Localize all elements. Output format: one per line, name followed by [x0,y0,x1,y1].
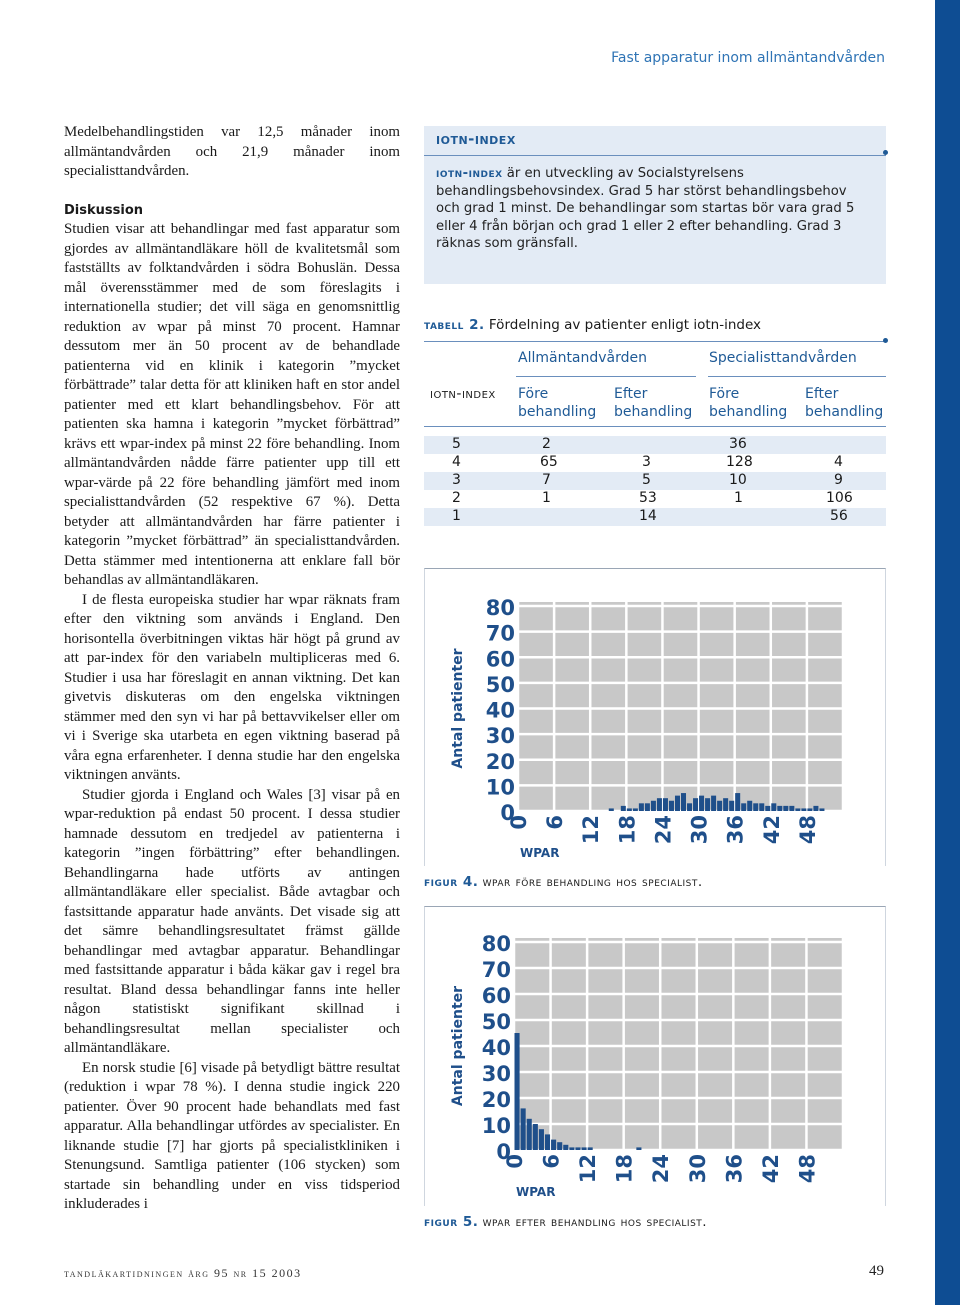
y-tick-label: 0 [496,1140,511,1164]
x-tick-label: 18 [612,1154,637,1184]
bar [801,808,806,811]
bar [681,793,686,811]
page-number: 49 [869,1263,884,1279]
table-cell: 7 [542,472,551,488]
table-cell: 1 [452,508,461,524]
bar [765,806,770,811]
y-axis-label: Antal patienter [450,985,466,1107]
bar [657,798,662,811]
paragraph: I de flesta europeiska studier har wpar räknats fram efter den viktning som används i England. Den horisontella överbitningen viktas här högt på grund av att par-index för den variabeln multipliceras med 6. Studier i usa har föreslagit en annan viktning. Det kan givetvis diskuteras om den engelska viktningen stämmer med den syn vi har på bettavvikelser eller om vi i Sverige ska utarbeta en egen viktning baserad på våra egna erfarenheter. I denna studie har den engelska viktningen använts. [64,591,400,783]
bar [551,1140,556,1150]
table-cell: 106 [826,490,853,506]
y-tick-label: 70 [481,958,511,982]
bar [747,801,752,811]
bar [807,808,812,811]
divider [424,155,886,156]
bar [588,1147,593,1150]
table-cell: 53 [639,490,657,506]
bar [729,801,734,811]
figure-label: figur 4. [424,874,479,890]
table-row [424,508,886,526]
table-title [424,317,761,333]
bar [675,796,680,811]
bar [813,806,818,811]
y-tick-label: 80 [485,596,515,620]
y-tick-label: 30 [481,1062,511,1086]
table-column-header: Före behandling [518,386,597,420]
plot-area [518,602,843,811]
table-cell: 2 [452,490,461,506]
table-cell: 3 [452,472,461,488]
bar [705,798,710,811]
y-tick-label: 60 [481,984,511,1008]
bar [771,803,776,811]
bar [539,1129,544,1150]
bar [735,793,740,811]
y-tick-label: 50 [481,1010,511,1034]
divider [424,426,886,427]
bar [563,1145,568,1150]
x-tick-label: 12 [579,815,604,845]
bar [533,1124,538,1150]
table-cell: 36 [729,436,747,452]
x-tick-label: 6 [543,815,568,830]
bar [636,1147,641,1150]
paragraph: Studien visar att behandlingar med fast apparatur som gjordes av allmäntandläkare höll de kvalitetsmål som fastställts av folktandvården i södra Bohuslän. Dessa mål överensstämmer med de som föreslagits i internationella studier; det vill säga en genomsnittlig reduktion av wpar på minst 70 procent. Hamnar dessutom mer än 50 procent av de behandlade patienterna vid en klinik i kategorin ”mycket förbättrade” talar detta för att kliniken haft en stor andel patienter med ett klart behandlingsbehov. För att patienten ska hamna i kategorin ”mycket förbättrad” krävs ett wpar-index på minst 22 före behandling. Inom allmäntandvården nådde färre patienter upp till ett wpar-värde på 22 före behandling jämfört med inom specialisttandvården (52 respektive 67 %). Detta betyder att allmäntandvården har färre patienter i kategorin ”mycket förbättrad” än specialisttandvården. Detta stämmer med intentionerna att enklare fall bör behandlas av allmäntandläkaren. [64,221,400,588]
y-tick-label: 40 [481,1036,511,1060]
table-cell: 4 [834,454,843,470]
table-column-header: Efter behandling [805,386,884,420]
x-tick-label: 24 [651,815,676,845]
info-box-text: är en utveckling av Socialstyrelsens behandlingsbehovsindex. Grad 5 har störst behandlingsbehov och grad 1 minst. De behandlingar som startas bör vara grad 5 eller 4 från början och grad 1 eller 2 efter behandling. Grad 3 räknas som gränsfall. [436,166,855,252]
figure-label: figur 5. [424,1214,479,1230]
table-cell: 56 [830,508,848,524]
x-tick-label: 48 [795,1154,820,1184]
bar [723,798,728,811]
paragraph: En norsk studie [6] visade på betydligt bättre resultat (reduktion i wpar 78 %). I denna studie ingick 220 patienter. Över 90 procent hade behandlats med fast apparatur. Alla behandlingar utfördes av specialister. En liknande studie [7] har gjorts på specialistkliniken i Stenungsund. Samtliga patienter (106 stycken) som startade sin behandling under en viss tidsperiod inkluderades i [64,1059,400,1212]
x-tick-label: 36 [723,815,748,845]
x-axis-label: WPAR [516,1185,556,1199]
intro-paragraph: Medelbehandlingstiden var 12,5 månader inom allmäntandvården och 21,9 månader inom specialisttandvården. [64,124,400,179]
info-box-body [436,165,874,253]
table-cell: 2 [542,436,551,452]
divider-dot [883,150,888,155]
divider [708,376,886,377]
bar [545,1134,550,1150]
table-column-header: Efter behandling [614,386,693,420]
x-tick-label: 0 [503,1154,527,1169]
table-cell: 9 [834,472,843,488]
bar [819,808,824,811]
bar [669,801,674,811]
y-tick-label: 0 [500,801,515,825]
table-title-text: Fördelning av patienter enligt iotn-index [484,317,762,333]
iotn-info-box [424,126,886,284]
x-axis-label: WPAR [520,846,560,860]
bar [777,806,782,811]
bar [621,806,626,811]
table-column-header: iotn-index [430,386,496,402]
x-tick-label: 48 [795,815,820,845]
table-label: tabell 2. [424,317,485,333]
y-tick-label: 20 [481,1088,511,1112]
chart-wpar-before [424,568,886,866]
bar [639,803,644,811]
bar [717,801,722,811]
divider-dot [883,338,888,343]
x-tick-label: 12 [576,1154,601,1184]
section-heading: Diskussion [64,202,144,218]
bar [521,1108,526,1150]
bar [609,808,614,811]
x-tick-label: 30 [687,815,712,845]
table-cell: 4 [452,454,461,470]
x-tick-label: 18 [615,815,640,845]
table-cell: 1 [542,490,551,506]
y-tick-label: 30 [485,724,515,749]
table-cell: 128 [726,454,753,470]
x-tick-label: 0 [507,815,531,830]
bar [783,806,788,811]
bar [627,808,632,811]
bar [633,808,638,811]
running-header: Fast apparatur inom allmäntandvården [611,50,885,66]
x-tick-label: 36 [722,1154,747,1184]
divider [516,376,696,377]
bar [693,798,698,811]
bar [569,1147,574,1150]
y-tick-label: 80 [481,932,511,956]
x-tick-label: 6 [539,1154,564,1169]
y-tick-label: 40 [485,698,515,723]
table-cell: 5 [452,436,461,452]
table-row [424,490,886,508]
table-group-header: Allmäntandvården [518,350,648,366]
body-text-column [64,123,400,1215]
figure-caption-text: wpar efter behandling hos specialist. [482,1214,708,1230]
bar [699,796,704,811]
table-row [424,436,886,454]
table-row [424,454,886,472]
bar [711,796,716,811]
info-box-lead: iotn-index [436,166,503,181]
table-cell: 65 [540,454,558,470]
table-row [424,472,886,490]
y-tick-label: 10 [485,775,515,800]
y-tick-label: 20 [485,749,515,774]
chart-wpar-after [424,906,886,1206]
bar [575,1147,580,1150]
bar [687,803,692,811]
bar [759,803,764,811]
journal-footer: tandläkartidningen årg 95 nr 15 2003 [64,1266,302,1280]
info-box-title: iotn-index [436,130,516,148]
table-cell: 5 [642,472,651,488]
table-cell: 3 [642,454,651,470]
plot-area [514,938,843,1150]
bar [557,1142,562,1150]
paragraph: Studier gjorda i England och Wales [3] visar på en wpar-reduktion på endast 50 procent. I dessa studier hamnade dessutom en tredjedel av patienterna i kategorin ”ingen förbättring” efter behandlingen. Behandlingarna hade utförts av antingen allmäntandläkare eller specialist. Både avtagbar och fastsittande apparatur hade använts. Det visade sig att det sämre behandlingsresultatet främst gällde behandlingar med avtagbar apparatur. Behandlingar med fastsittande apparatur i båda käkar gav i regel bra resultat. Bland dessa behandlingar fanns inte heller någon statistiskt signifikant skillnad i behandlingsresultat mellan specialister och allmäntandläkare. [64,786,400,1056]
divider [424,341,886,342]
table-group-header: Specialisttandvården [709,350,857,366]
x-tick-label: 42 [759,815,784,845]
table-cell: 14 [639,508,657,524]
x-tick-label: 24 [649,1154,674,1184]
x-tick-label: 30 [685,1154,710,1184]
figure-caption [424,874,703,890]
y-tick-label: 10 [481,1114,511,1138]
bar [645,803,650,811]
page-edge-bar [935,0,960,1305]
bar [741,803,746,811]
y-tick-label: 70 [485,621,515,646]
y-axis-label: Antal patienter [450,648,466,769]
figure-caption [424,1214,707,1230]
bar [651,801,656,811]
figure-caption-text: wpar före behandling hos specialist. [482,874,703,890]
table-cell: 1 [734,490,743,506]
bar [515,1033,520,1150]
x-tick-label: 42 [758,1154,783,1184]
y-tick-label: 60 [485,647,515,672]
bar [582,1147,587,1150]
bar [663,798,668,811]
bar [527,1119,532,1150]
bar [789,806,794,811]
bar [795,808,800,811]
y-tick-label: 50 [485,672,515,697]
bar [753,803,758,811]
table-column-header: Före behandling [709,386,788,420]
table-cell: 10 [729,472,747,488]
